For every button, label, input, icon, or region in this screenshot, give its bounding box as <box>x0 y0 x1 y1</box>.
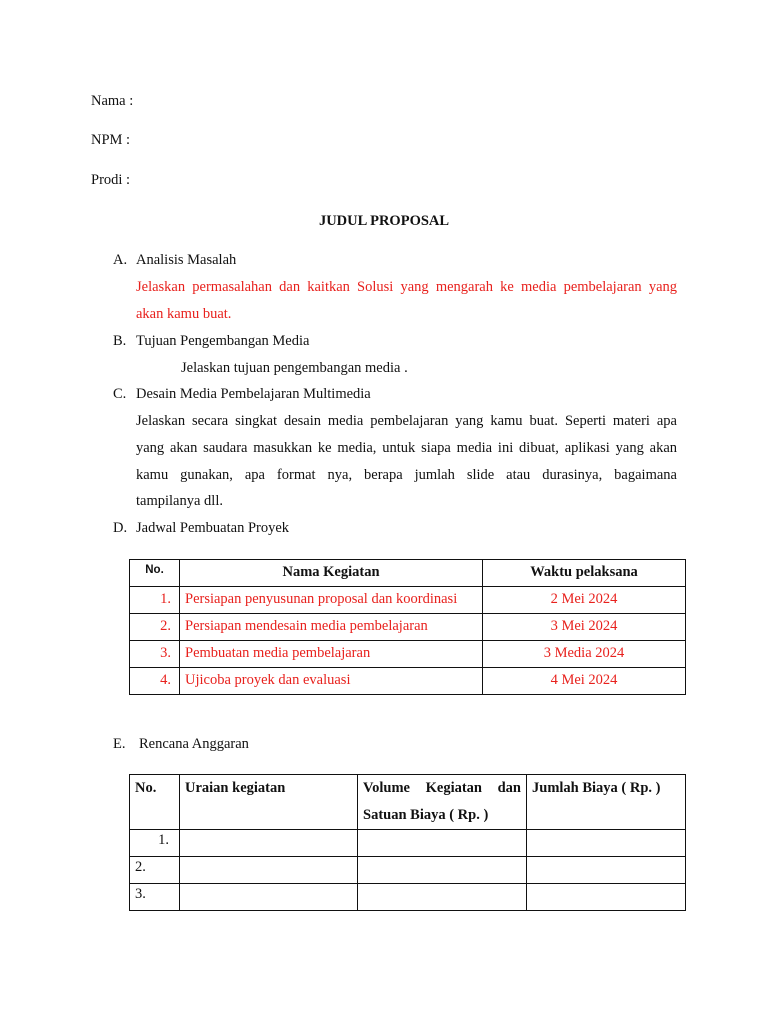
schedule-row-date: 2 Mei 2024 <box>483 587 686 614</box>
budget-row-no: 2. <box>130 857 180 884</box>
npm-field-label: NPM : <box>91 132 131 148</box>
budget-row-volume-cell <box>358 857 527 884</box>
budget-header-volume-line1: Volume Kegiatan dan <box>363 780 521 796</box>
schedule-table <box>129 559 686 695</box>
budget-row-uraian-cell <box>180 830 358 857</box>
budget-row-jumlah-cell <box>527 884 686 911</box>
section-c-text-line2: yang akan saudara masukkan ke media, untuk siapa media ini dibuat, aplikasi yang akan <box>136 440 677 456</box>
section-e-heading: Rencana Anggaran <box>139 736 249 752</box>
budget-table-header-row <box>130 775 686 830</box>
section-a-text-line2: akan kamu buat. <box>136 306 232 322</box>
budget-table <box>129 774 686 911</box>
section-a-heading: Analisis Masalah <box>136 252 237 268</box>
schedule-row-date: 3 Mei 2024 <box>483 614 686 641</box>
schedule-row-activity: Pembuatan media pembelajaran <box>180 641 483 668</box>
budget-header-uraian: Uraian kegiatan <box>180 775 358 830</box>
budget-header-jumlah: Jumlah Biaya ( Rp. ) <box>527 775 686 830</box>
budget-header-no: No. <box>130 775 180 830</box>
section-c-heading: Desain Media Pembelajaran Multimedia <box>136 386 371 402</box>
schedule-table-header-row <box>130 560 686 587</box>
budget-row-volume-cell <box>358 884 527 911</box>
schedule-row-date: 3 Media 2024 <box>483 641 686 668</box>
schedule-row-no: 3. <box>130 641 180 668</box>
section-a-text-line1: Jelaskan permasalahan dan kaitkan Solusi yang mengarah ke media pembelajaran yang <box>136 279 677 295</box>
section-c-text-line4: tampilanya dll. <box>136 493 223 509</box>
budget-row-uraian-cell <box>180 884 358 911</box>
section-c-text-line1: Jelaskan secara singkat desain media pembelajaran yang kamu buat. Seperti materi apa <box>136 413 677 429</box>
budget-header-volume-line2: Satuan Biaya ( Rp. ) <box>363 807 489 823</box>
table-row <box>130 668 686 695</box>
schedule-row-no: 2. <box>130 614 180 641</box>
table-row <box>130 830 686 857</box>
section-e-marker: E. <box>113 736 126 752</box>
page-title: JUDUL PROPOSAL <box>318 213 450 229</box>
schedule-row-date: 4 Mei 2024 <box>483 668 686 695</box>
budget-header-volume <box>358 775 527 830</box>
table-row <box>130 614 686 641</box>
table-row <box>130 587 686 614</box>
budget-row-jumlah-cell <box>527 857 686 884</box>
budget-row-volume-cell <box>358 830 527 857</box>
budget-row-uraian-cell <box>180 857 358 884</box>
schedule-header-no: No. <box>130 560 180 587</box>
prodi-field-label: Prodi : <box>91 172 131 188</box>
section-d-marker: D. <box>113 520 128 536</box>
section-b-text: Jelaskan tujuan pengembangan media . <box>181 360 408 376</box>
schedule-row-activity: Persiapan penyusunan proposal dan koordinasi <box>180 587 483 614</box>
budget-row-jumlah-cell <box>527 830 686 857</box>
section-b-marker: B. <box>113 333 127 349</box>
budget-row-no: 1. <box>130 830 180 857</box>
table-row <box>130 857 686 884</box>
table-row <box>130 641 686 668</box>
schedule-row-no: 1. <box>130 587 180 614</box>
section-c-marker: C. <box>113 386 127 402</box>
schedule-row-activity: Ujicoba proyek dan evaluasi <box>180 668 483 695</box>
schedule-header-date: Waktu pelaksana <box>483 560 686 587</box>
table-row <box>130 884 686 911</box>
section-c-text-line3: kamu gunakan, apa format nya, berapa jumlah slide atau durasinya, bagaimana <box>136 467 677 483</box>
section-b-heading: Tujuan Pengembangan Media <box>136 333 310 349</box>
schedule-row-no: 4. <box>130 668 180 695</box>
budget-row-no: 3. <box>130 884 180 911</box>
schedule-header-activity: Nama Kegiatan <box>180 560 483 587</box>
section-a-marker: A. <box>113 252 128 268</box>
section-d-heading: Jadwal Pembuatan Proyek <box>136 520 290 536</box>
nama-field-label: Nama : <box>91 93 134 109</box>
schedule-row-activity: Persiapan mendesain media pembelajaran <box>180 614 483 641</box>
